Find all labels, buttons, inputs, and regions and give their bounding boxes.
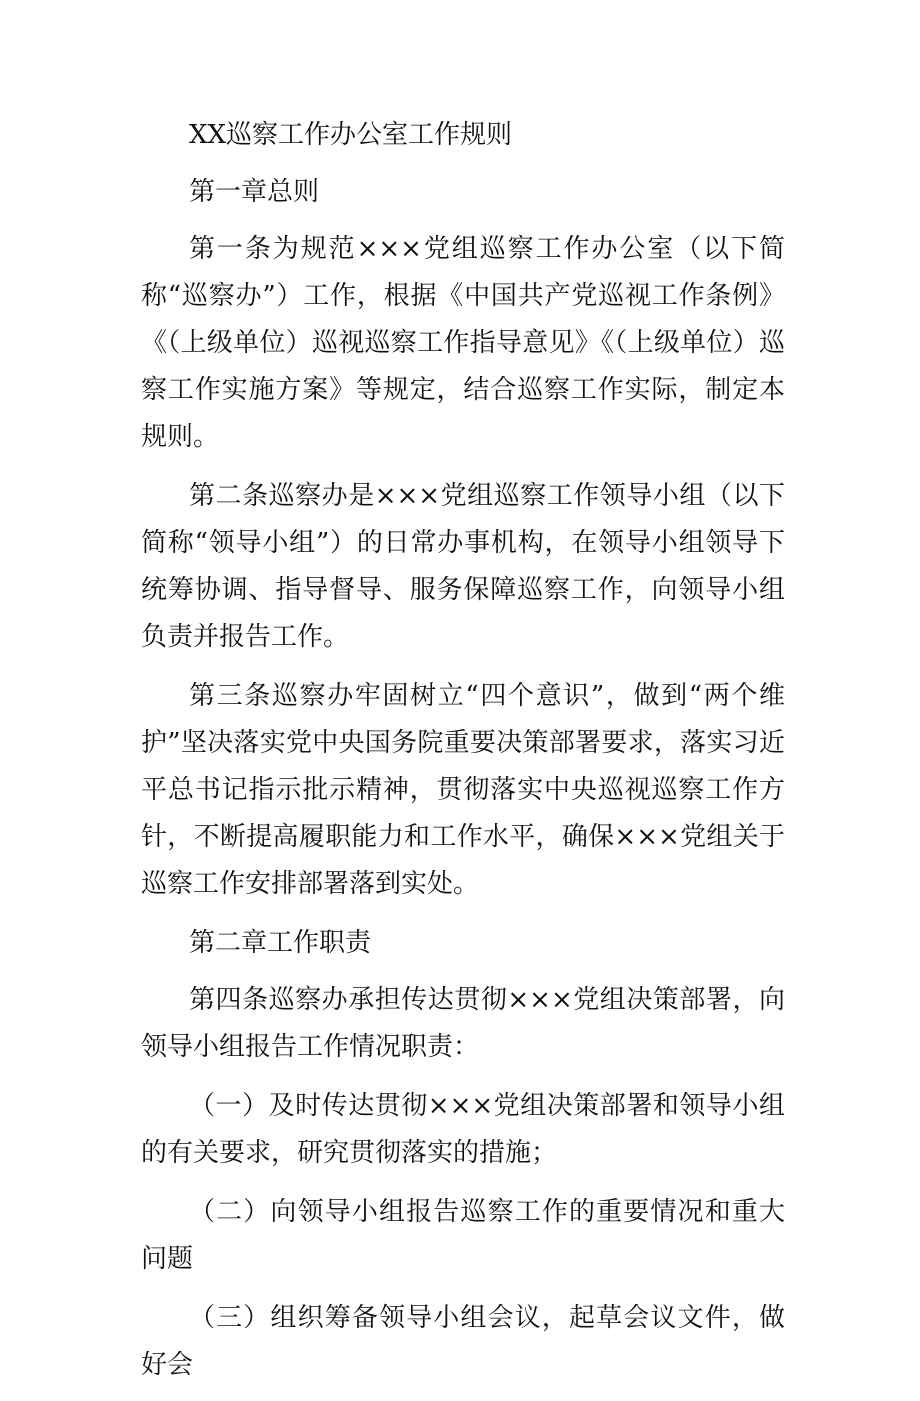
list-item-1: （一）及时传达贯彻×××党组决策部署和领导小组的有关要求，研究贯彻落实的措施；: [141, 1091, 785, 1168]
article-4: 第四条巡察办承担传达贯彻×××党组决策部署，向领导小组报告工作情况职责：: [141, 985, 785, 1062]
chapter-heading-2: 第二章工作职责: [189, 928, 372, 958]
article-2: 第二条巡察办是×××党组巡察工作领导小组（以下简称“领导小组”）的日常办事机构，在领导小组领导下统筹协调、指导督导、服务保障巡察工作，向领导小组负责并报告工作。: [141, 481, 785, 652]
article-1: 第一条为规范×××党组巡察工作办公室（以下简称“巡察办”）工作，根据《中国共产党巡视工作条例》《（上级单位）巡视巡察工作指导意见》《（上级单位）巡察工作实施方案》等规定，结合巡察工作实际，制定本规则。: [141, 234, 785, 452]
chapter-heading-1: 第一章总则: [189, 177, 320, 207]
list-item-3: （三）组织筹备领导小组会议，起草会议文件，做好会: [141, 1303, 785, 1380]
document-body: [141, 112, 785, 1401]
document-title: XX巡察工作办公室工作规则: [189, 120, 513, 150]
article-3: 第三条巡察办牢固树立“四个意识”，做到“两个维护”坚决落实党中央国务院重要决策部署要求，落实习近平总书记指示批示精神，贯彻落实中央巡视巡察工作方针，不断提高履职能力和工作水平，确保×××党组关于巡察工作安排部署落到实处。: [141, 681, 785, 899]
list-item-2: （二）向领导小组报告巡察工作的重要情况和重大问题: [141, 1197, 785, 1274]
